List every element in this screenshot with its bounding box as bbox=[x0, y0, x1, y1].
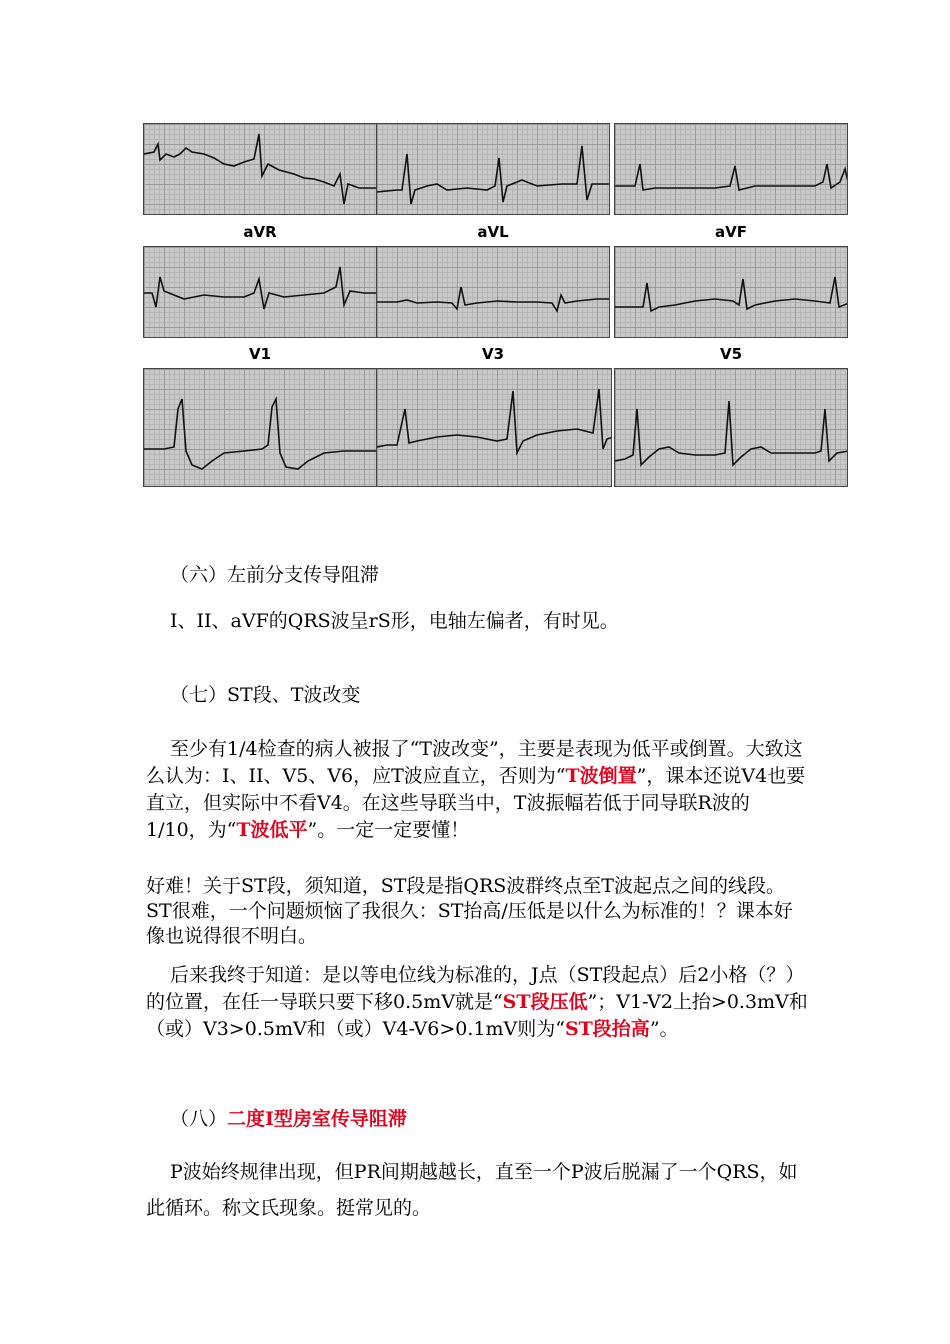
section-6-heading: （六）左前分支传导阻滞 bbox=[170, 564, 380, 586]
lead-label-v5: V5 bbox=[719, 345, 743, 363]
ecg-panel bbox=[376, 246, 610, 338]
section-7-text: ”，课本还说V4也要直立，但实际中不看V4。在这些导联当中，T波振幅若低于同导联R波的1/10，为“ bbox=[146, 765, 806, 841]
section-7-paragraph-2: 好难！关于ST段，须知道，ST段是指QRS波群终点至T波起点之间的线段。ST很难，一个问题烦恼了我很久：ST抬高/压低是以什么为标准的！？课本好像也说得很不明白。 bbox=[146, 875, 793, 947]
lead-label-avl: aVL bbox=[477, 223, 509, 241]
st-elevation-term: ST段抬高 bbox=[564, 1018, 650, 1040]
section-7-text: 至少有1/4检查的病人被报了“T波改变”，主要是表现为低平或倒置。大致这么认为：I、II、V5、V6，应T波应直立，否则为“ bbox=[146, 738, 803, 787]
section-7-paragraph-3 bbox=[146, 962, 810, 1043]
section-7-text: ”。一定一定要懂！ bbox=[307, 819, 470, 841]
section-7-paragraph-1 bbox=[146, 736, 810, 844]
section-6-body: I、II、aVF的QRS波呈rS形，电轴左偏者，有时见。 bbox=[170, 610, 619, 632]
ecg-panel bbox=[614, 123, 848, 215]
ecg-panel bbox=[614, 368, 848, 487]
ecg-panel bbox=[376, 368, 612, 487]
section-7-heading: （七）ST段、T波改变 bbox=[170, 684, 361, 706]
lead-label-avf: aVF bbox=[715, 223, 747, 241]
lead-label-avr: aVR bbox=[243, 223, 277, 241]
ecg-panel bbox=[143, 246, 377, 338]
lead-label-v3: V3 bbox=[481, 345, 505, 363]
ecg-panel bbox=[614, 246, 848, 338]
ecg-panel bbox=[143, 368, 379, 487]
lead-label-v1: V1 bbox=[248, 345, 272, 363]
t-wave-flat-term: T波低平 bbox=[236, 819, 308, 841]
section-8-title: 二度I型房室传导阻滞 bbox=[227, 1108, 407, 1130]
section-8-body: P波始终规律出现，但PR间期越越长，直至一个P波后脱漏了一个QRS，如此循环。称文氏现象。挺常见的。 bbox=[146, 1161, 798, 1219]
section-7-text: ”；V1-V2上抬>0.3mV和（或）V3>0.5mV和（或）V4-V6>0.1mV则为“ bbox=[146, 991, 808, 1040]
section-7-text: ”。 bbox=[649, 1018, 679, 1040]
t-wave-inversion-term: T波倒置 bbox=[565, 765, 637, 787]
section-8-heading bbox=[170, 1104, 407, 1131]
ecg-panel bbox=[376, 123, 610, 215]
section-7-text: 后来我终于知道：是以等电位线为标准的，J点（ST段起点）后2小格（？）的位置，在任一导联只要下移0.5mV就是“ bbox=[146, 964, 805, 1013]
ecg-figure bbox=[143, 123, 846, 487]
section-8-number: （八） bbox=[170, 1108, 228, 1130]
st-depression-term: ST段压低 bbox=[502, 991, 588, 1013]
ecg-panel bbox=[143, 123, 377, 215]
